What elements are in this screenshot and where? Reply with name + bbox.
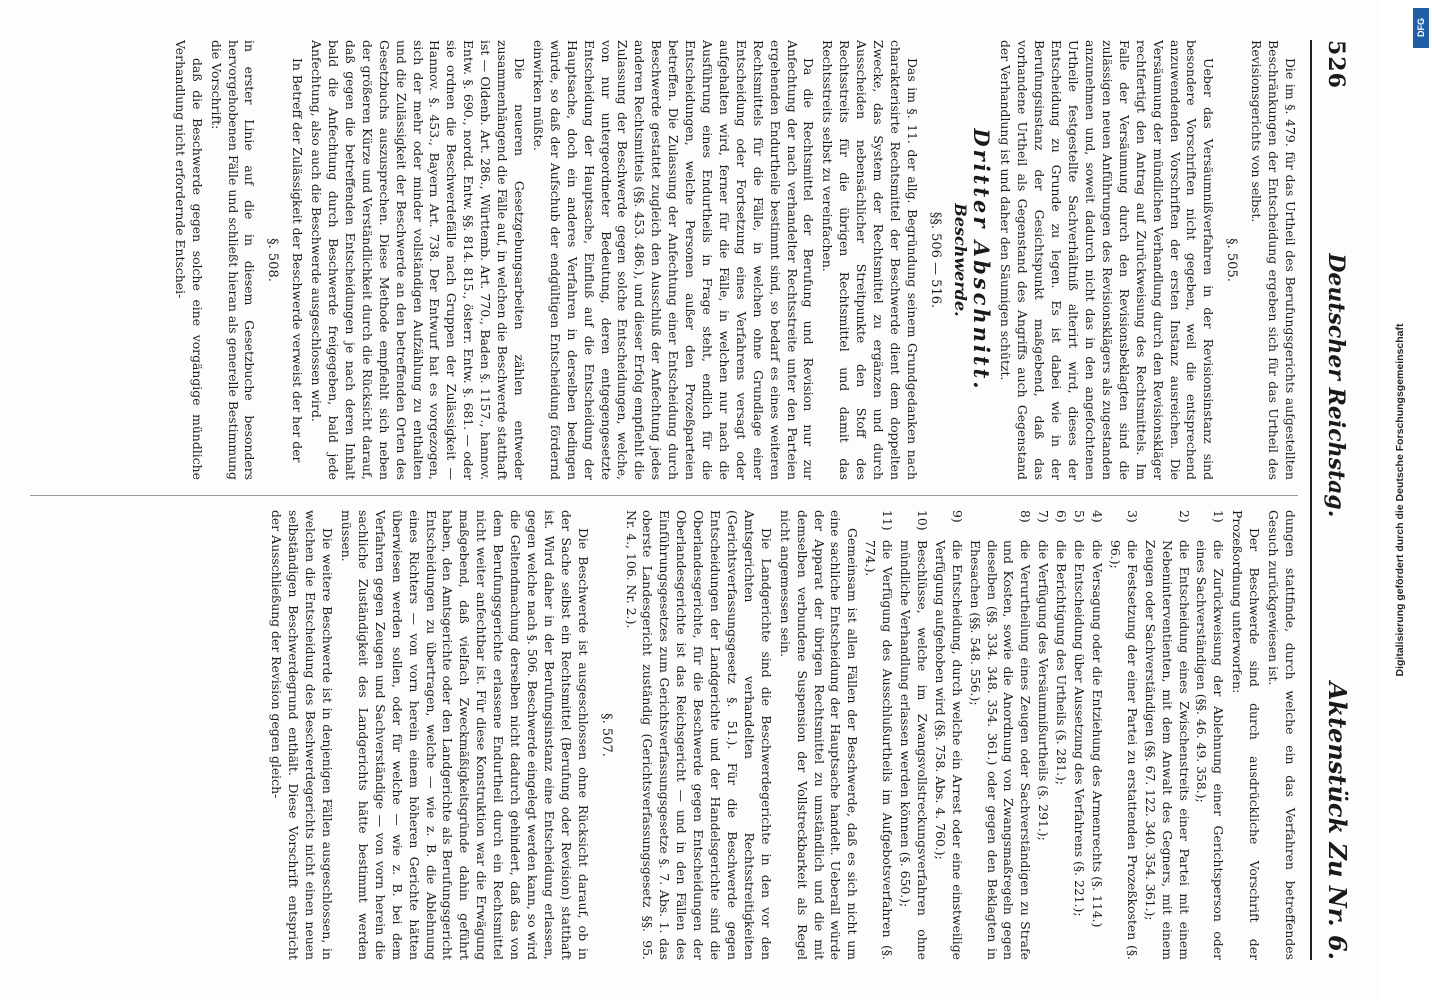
right-column [30,510,1298,960]
paragraph: in erster Linie auf die in diesem Gesetzbuche besonders hervorgehobenen Fälle und schließt hieran als generelle Bestimmung die Vorschrift: [208,40,258,480]
section-heading: §. 505. [1224,238,1240,282]
list-item [1052,510,1069,960]
list-text: die Verurtheilung eines Zeugen oder Sachverständigen zu Strafe und Kosten, sowie die Anordnung von Zwangsmaßregeln gegen dieselben (§§. 334. 348. 354. 361.) oder gegen den Beklagten in Ehesachen (§§. 548. 556.); [967,540,1034,960]
list-text: die Berichtigung des Urtheils (§. 281.); [1054,540,1070,786]
paragraph: Der Beschwerde sind durch ausdrückliche Vorschrift der Prozeßordnung unterworfen: [1230,510,1263,960]
list-number: 11) [880,510,896,531]
list-number: 1) [1211,510,1227,523]
page-number: 526 [1323,40,1349,89]
paragraph: Da die Rechtsmittel der Berufung und Revision nur zur Anfechtung der nach verhandelter Rechtsstreite unter den Parteien ergehenden Endurtheile bestimmt sind, so bedarf es eines weiteren Rechtsmittels für die Fälle, in welchen ohne Grundlage einer Entscheidung oder Fortsetzung eines Verfahrens versagt oder aufgehalten wird, ferner für die Fälle, in welchen nur nach die Ausführung eines Endurtheils in Frage steht, endlich für die Entscheidungen, welche Personen außer den Prozeßparteien betreffen. Die Zulassung der Anfechtung einer Entscheidung durch Beschwerde gestattet zugleich den Ausschluß der Anfechtung jedes anderen Rechtsmittels (§§. 453. 486.), und dieser Erfolg empfiehlt die Zulassung der Beschwerde gegen solche Entscheidungen, welche, von nur untergeordneter Bedeutung, deren entgegengesetzte Entscheidung der Hauptsache, Einfluß auf die Entscheidung der Hauptsache, doch ein anderes Verfahren in derselben bedingen würde, so daß der Aufschub der endgültigen Entscheidung fördernd einwirken müßte. [530,40,817,480]
section-heading: §. 508. [265,238,281,282]
page-header [1310,40,1352,960]
paragraph: In Betreff der Zulässigkeit der Beschwerde verweist der her der [290,58,306,463]
list-number: 6) [1054,510,1070,523]
left-column [30,40,1298,480]
list-item [896,510,930,960]
list-text: die Entscheidung eines Zwischenstreits einer Partei mit einem Nebeninterventienten, mit dem Anwalt des Gegners, mit einem Zeugen oder Sachverständigen (§§. 67. 122. 340. 354. 361.); [1142,540,1192,960]
list-text: die Entscheidung, durch welche ein Arrest oder eine einstweilige Verfügung aufgehoben wird (§§. 758. Abs. 4. 760.); [932,540,965,960]
paragraph: Die im §. 479. für das Urtheil des Berufungsgerichts aufgestellten Beschränkungen der Entscheidung ergeben sich für das Urtheil des Revisionsgerichts von selbst. [1249,40,1298,480]
list-text: die Entscheidung über Aussetzung des Verfahrens (§. 221.); [1072,540,1088,917]
list-item [1106,510,1140,960]
section-heading: §§. 506 — 516. [927,211,943,309]
right-running-title: Aktenstück Zu Nr. 6. [1323,681,1352,960]
list-text: die Festsetzung der einer Partei zu erstattenden Prozeßkosten (§. 96.); [1107,540,1140,960]
numbered-list [861,510,1226,960]
list-text: Beschlüsse, welche im Zwangsvollstreckungsverfahren ohne mündliche Verhandlung erlassen werden können (§. 650.); [898,540,930,960]
paragraph: Die neueren Gesetzgebungsarbeiten zählen entweder zusammenhängend die Fälle auf, in welchen die Beschwerde statthaft ist — Oldenb. Art. 286., Württemb. Art. 770., Baden §. 1157., hannov. Entw. §. 690., nordd. Entw. §§. 814. 815., österr. Entw. §. 681. — oder sie ordnen die Beschwerdefälle nach Gruppen der Zulässigkeit — Hannov. §. 453., Bayern Art. 738. Der Entwurf hat es vorgezogen, sich der mehr oder minder vollständigen Aufzählung zu enthalten und die Zulässigkeit der Beschwerde an den betreffenden Orten des Gesetzbuchs auszusprechen. Diese Methode empfiehlt sich neben der größeren Kürze und Verständlichkeit durch die Rücksicht darauf, daß gegen die betreffenden Entscheidungen je nach deren Inhalt bald die Anfechtung durch Beschwerde freigegeben, bald jede Anfechtung, also auch die Beschwerde ausgeschlossen wird. [309,40,528,480]
paragraph: Die weitere Beschwerde ist in denjenigen Fällen ausgeschlossen, in welchen die Entscheidung des Beschwerdegerichts nicht einen neuen selbständigen Beschwerdegrund enthält. Diese Vorschrift entspricht der Ausschließung der Revision gegen gleich- [269,510,336,960]
list-number: 8) [1018,510,1034,523]
paragraph: Die Beschwerde ist ausgeschlossen ohne Rücksicht darauf, ob in der Sache selbst ein Rechtsmittel (Berufung oder Revision) statthaft ist. Wird daher in der Berufungsinstanz eine Entscheidung erlassen, gegen welche nach §. 506. Beschwerde eingelegt werden kann, so wird die Geltendmachung derselben nicht dadurch gehindert, daß das von dem Berufungsgerichte erlassene Endurtheil durch ein Rechtsmittel nicht weiter anfechtbar ist. Für diese Konstruktion war die Erwägung maßgebend, daß vielfach Zweckmäßigkeitsgründe dahin geführt haben, den Amtsgerichte oder den Landgerichte als Berufungsgericht Entscheidungen zu übertragen, welche — wie z. B. die Ablehnung eines Richters — von vorn herein einem höheren Gerichte hätten überwiesen werden sollen, oder für welche — wie z. B. bei dem Verfahren gegen Zeugen und Sachverständige — von vorn herein die sachliche Zuständigkeit des Landgerichts hätte bestimmt werden müssen. [339,510,591,960]
paragraph: Die Landgerichte sind die Beschwerdegerichte in den vor den Amtsgerichten verhandelten Rechtsstreitigkeiten (Gerichtsverfassungsgesetz §. 51.). Für die Beschwerde gegen Entscheidungen der Landgerichte und der Handelsgerichte sind die Oberlandesgerichte, für die Beschwerde gegen Entscheidungen der Oberlandesgerichte ist das Reichsgericht — und in den Fällen des Einführungsgesetzes zum Gerichtsverfassungsgesetze §. 7. Abs. 1. das oberste Landesgericht zuständig (Gerichtsverfassungsgesetz §§. 95. Nr. 4., 106. Nr. 2.). [623,510,774,960]
list-number: 9) [949,510,965,523]
paragraph: Gemeinsam ist allen Fällen der Beschwerde, daß es sich nicht um eine sachliche Entscheidung der Hauptsache handelt. Ueberall würde der Apparat der übrigen Rechtsmittel zu umständlich und die mit demselben verbundene Suspension der Vollstreckbarkeit als Regel nicht angemessen sein. [777,510,861,960]
list-item [1070,510,1087,960]
digitization-credit: Digitalisierung gefördert durch die Deutsche Forschungsgemeinschaft [1394,323,1406,677]
list-item [1193,510,1227,960]
paragraph: daß die Beschwerde gegen solche eine vorgängige mündliche Verhandlung nicht erfordernde Entschei- [172,40,205,480]
left-running-title: Deutscher Reichstag. [1323,253,1349,518]
paragraph: Ueber das Versäumnißverfahren in der Revisionsinstanz sind besondere Vorschriften nicht gegeben, weil die entsprechend anzuwendenden Vorschriften der ersten Instanz ausreichen. Die Versäumung der mündlichen Verhandlung durch den Revisionskläger rechtfertigt den Antrag auf Zurückweisung des Rechtsmittels. Im Falle der Versäumung durch den Revisionsbeklagten sind die zulässigen neuen Anführungen des Revisionsklägers als zugestanden anzunehmen und, soweit dadurch nicht das in den angefochtenen Urtheile festgestellte Sachverhältniß alterirt wird, dieses der Entscheidung zu Grunde zu legen. Es ist dabei wie in der Berufungsinstanz der Gesichtspunkt maßgebend, daß das vorhandene Urtheil als Gegenstand des Angriffs auch Gegenstand der Verhandlung ist und daher den Säumigen schützt. [998,40,1217,480]
list-number: 4) [1090,510,1106,523]
list-item [1088,510,1105,960]
list-text: die Zurückweisung der Ablehnung einer Gerichtsperson oder eines Sachverständigen (§§. 46. 49. 358.); [1194,540,1227,960]
paragraph: Das im §. 11. der allg. Begründung seinem Grundgedanken nach charakterisirte Rechtsmittel der Beschwerde dient dem doppelten Zwecke, das System der Rechtsmittel zu ergänzen und durch Ausscheiden nebensächlicher Streitpunkte den Stoff des Rechtsstreits für die übrigen Rechtsmittel und damit das Rechtsstreits selbst zu vereinfachen. [820,40,920,480]
list-number: 2) [1176,510,1192,523]
list-item [1141,510,1192,960]
list-item [861,510,895,960]
digitization-credit-strip [1380,0,1432,1000]
part-title: Dritter Abschnitt. [968,128,994,392]
list-text: die Verfügung des Versäumnißurtheils (§. 291.); [1036,540,1052,841]
list-item [966,510,1034,960]
list-number: 3) [1124,510,1140,523]
list-text: die Verfügung des Ausschlußurtheils im Aufgebotsverfahren (§. 774.). [863,540,896,960]
dfg-logo: DFG [1413,8,1429,48]
part-subtitle: Beschwerde. [950,203,970,317]
list-number: 7) [1036,510,1052,523]
section-heading: §. 507. [598,713,614,757]
list-item [931,510,965,960]
paragraph: dungen stattfinde, durch welche ein das Verfahren betreffendes Gesuch zurückgewiesen ist. [1266,510,1298,960]
column-divider [30,495,1298,496]
list-number: 5) [1072,510,1088,523]
list-text: die Versagung oder die Entziehung des Armenrechts (§. 114.) [1090,540,1106,928]
list-item [1034,510,1051,960]
list-number: 10) [914,510,930,531]
